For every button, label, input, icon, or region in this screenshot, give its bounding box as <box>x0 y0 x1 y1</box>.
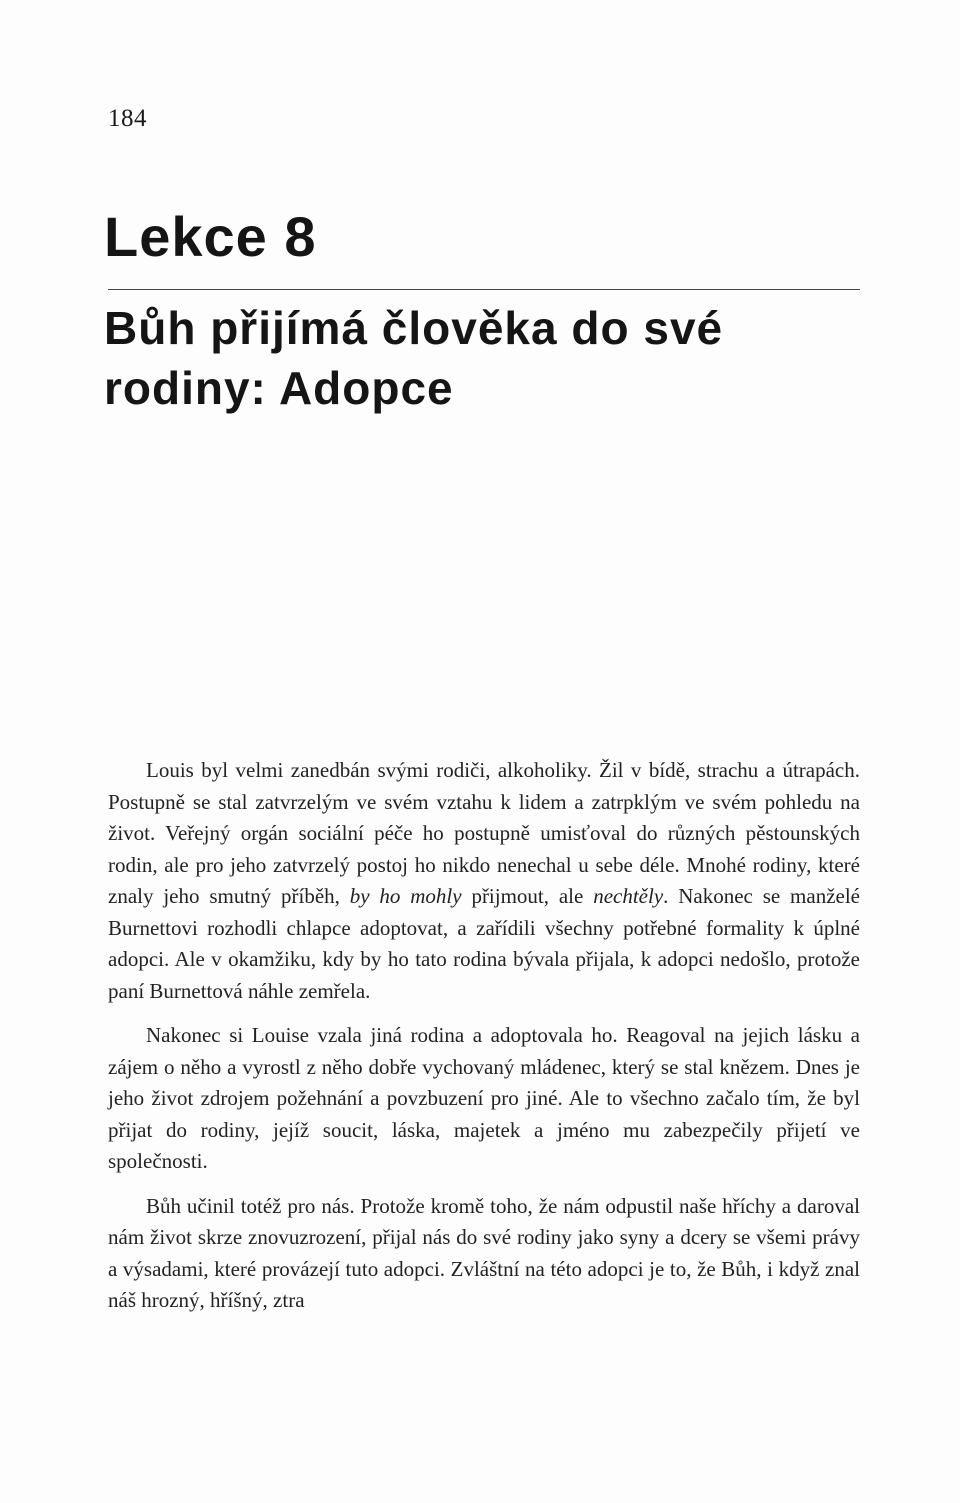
page-number: 184 <box>108 105 147 132</box>
paragraph-1-text-b: přijmout, ale <box>461 884 594 908</box>
paragraph-1-text-a: Louis byl velmi zanedbán svými rodiči, alkoholiky. Žil v bídě, strachu a útrapách. Postupně se stal zatvrzelým ve svém vztahu k lidem a zatrpklým ve svém pohledu na život. Veřejný orgán sociální péče ho postupně umisťoval do různých pěstounských rodin, ale pro jeho zatvrzelý postoj ho nikdo nenechal u sebe déle. Mnohé rodiny, které znaly jeho smutný příběh, <box>108 758 860 908</box>
paragraph-2: Nakonec si Louise vzala jiná rodina a adoptovala ho. Reagoval na jejich lásku a zájem o něho a vyrostl z něho dobře vychovaný mládenec, který se stal knězem. Dnes je jeho život zdrojem požehnání a povzbuzení pro jiné. Ale to všechno začalo tím, že byl přijat do rodiny, jejíž soucit, láska, majetek a jméno mu zabezpečily přijetí ve společnosti. <box>108 1023 860 1173</box>
paragraph-3: Bůh učinil totéž pro nás. Protože kromě toho, že nám odpustil naše hříchy a daroval nám život skrze znovuzrození, přijal nás do své rodiny jako syny a dcery se všemi právy a výsadami, které provázejí tuto adopci. Zvláštní na této adopci je to, že Bůh, i když znal náš hrozný, hříšný, ztra <box>108 1193 860 1312</box>
paragraph-1 <box>108 755 860 1007</box>
paragraph-1-text-c: . Nakonec se manželé Burnettovi rozhodli chlapce adoptovat, a zařídili všechny potřebné formality k úplné adopci. Ale v okamžiku, kdy by ho tato rodina bývala přijala, k adopci nedošlo, protože paní Burnettová náhle zemřela. <box>108 884 860 1003</box>
title-divider <box>108 289 860 290</box>
body-text <box>108 755 860 1330</box>
paragraph-1-italic-b: nechtěly <box>593 884 664 908</box>
paragraph-1-italic-a: by ho mohly <box>349 884 462 908</box>
lesson-title: Lekce 8 <box>104 205 317 268</box>
chapter-title: Bůh přijímá člověka do své rodiny: Adopce <box>104 302 724 414</box>
